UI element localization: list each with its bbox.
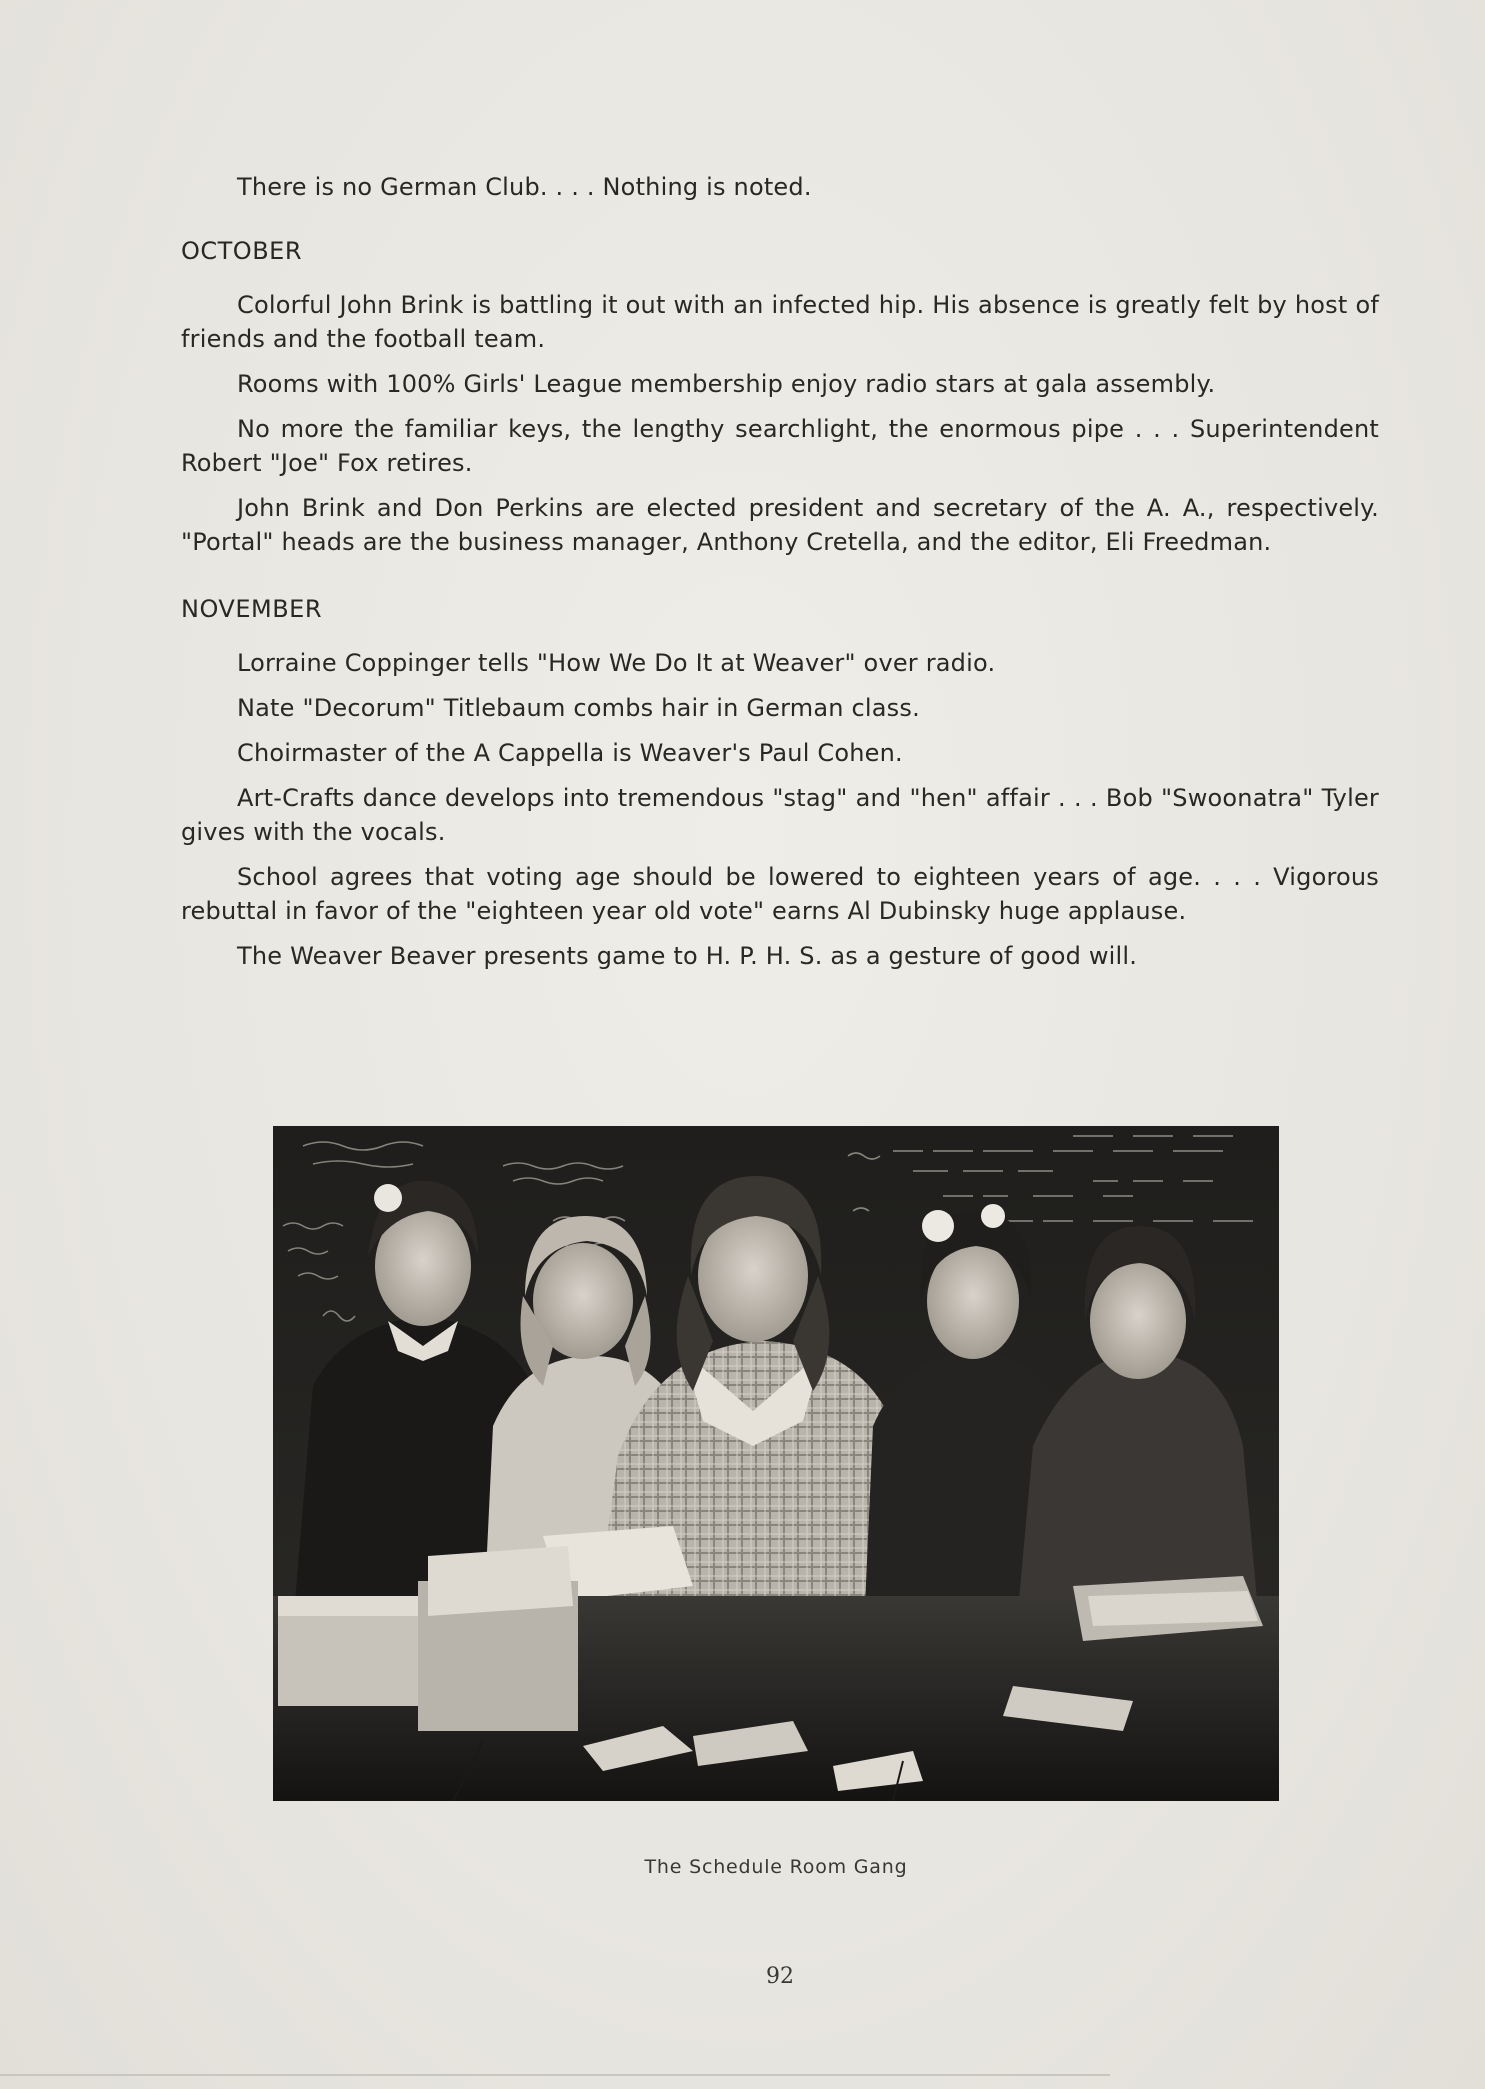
october-paragraph-2: Rooms with 100% Girls' League membership enjoy radio stars at gala assembly. xyxy=(237,370,1216,398)
november-paragraph-1: Lorraine Coppinger tells "How We Do It at Weaver" over radio. xyxy=(237,649,996,677)
section-heading-november: NOVEMBER xyxy=(181,595,323,623)
november-paragraph-5: School agrees that voting age should be lowered to eighteen years of age. . . . Vigorous rebuttal in favor of the "eighteen year old vote" earns Al Dubinsky huge applause. xyxy=(181,863,1379,925)
body-text xyxy=(181,170,1379,984)
section-october xyxy=(181,234,1379,559)
group-photo xyxy=(273,1126,1279,1801)
november-paragraph-6: The Weaver Beaver presents game to H. P. H. S. as a gesture of good will. xyxy=(237,942,1138,970)
section-november xyxy=(181,592,1379,973)
intro-paragraph: There is no German Club. . . . Nothing is noted. xyxy=(237,173,812,201)
october-paragraph-4: John Brink and Don Perkins are elected president and secretary of the A. A., respectively. "Portal" heads are the business manager, Anthony Cretella, and the editor, Eli Freedman. xyxy=(181,494,1379,556)
photo-caption: The Schedule Room Gang xyxy=(644,1856,908,1878)
page-edge-line xyxy=(0,2074,1110,2076)
october-paragraph-3: No more the familiar keys, the lengthy searchlight, the enormous pipe . . . Superintendent Robert "Joe" Fox retires. xyxy=(181,415,1379,477)
november-paragraph-4: Art-Crafts dance develops into tremendous "stag" and "hen" affair . . . Bob "Swoonatra" Tyler gives with the vocals. xyxy=(181,784,1379,846)
november-paragraph-3: Choirmaster of the A Cappella is Weaver's Paul Cohen. xyxy=(237,739,903,767)
section-heading-october: OCTOBER xyxy=(181,237,303,265)
november-paragraph-2: Nate "Decorum" Titlebaum combs hair in German class. xyxy=(237,694,920,722)
page-number: 92 xyxy=(766,1964,794,1989)
october-paragraph-1: Colorful John Brink is battling it out with an infected hip. His absence is greatly felt by host of friends and the football team. xyxy=(181,291,1379,353)
